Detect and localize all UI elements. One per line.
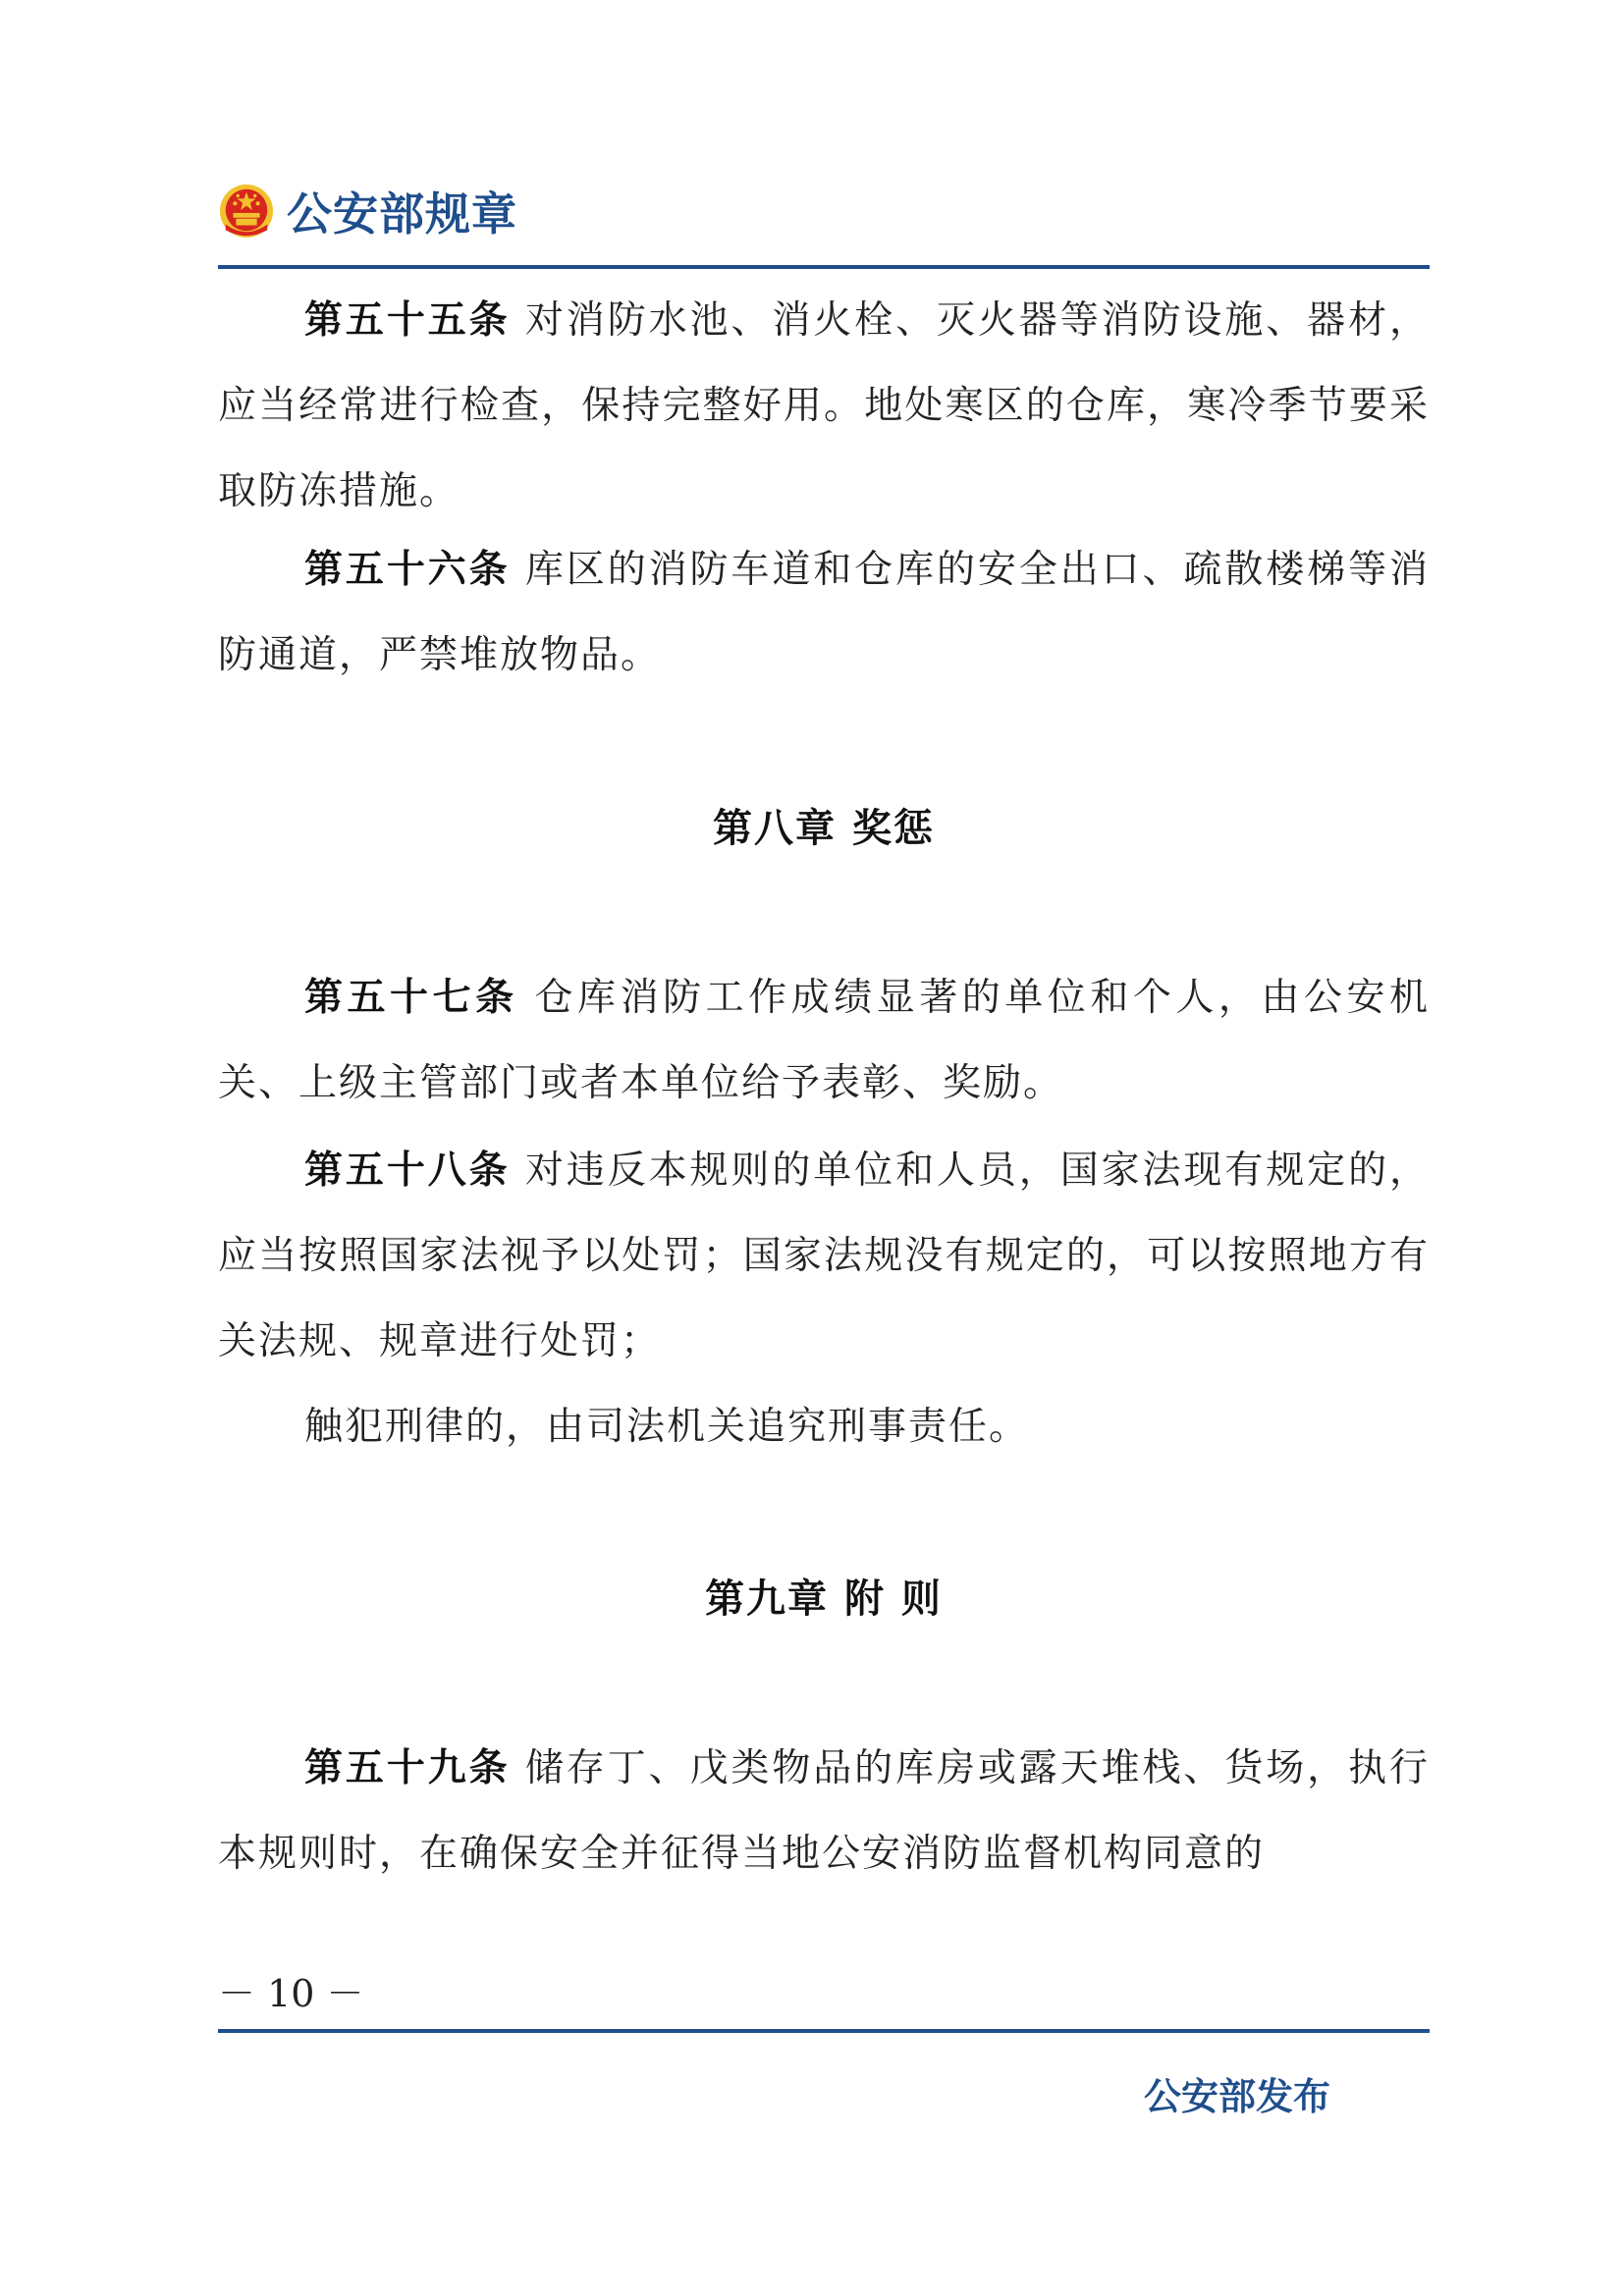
header-divider (218, 265, 1430, 269)
article-label: 第五十七条 (304, 976, 518, 1020)
chapter-8-heading: 第八章 奖惩 (713, 806, 935, 851)
chapter-9-heading: 第九章 附 则 (705, 1576, 943, 1622)
footer-divider (218, 2029, 1430, 2033)
article-57 (218, 955, 1430, 1126)
article-label: 第五十五条 (304, 298, 511, 343)
article-label: 第五十九条 (304, 1746, 511, 1790)
article-55 (218, 278, 1430, 534)
article-label: 第五十八条 (304, 1148, 511, 1193)
article-text: 库区的消防车道和仓库的安全出口、疏散楼梯等消防通道，严禁堆放物品。 (218, 548, 1430, 677)
article-text: 储存丁、戊类物品的库房或露天堆栈、货场，执行本规则时，在确保安全并征得当地公安消防监督机构同意的 (218, 1746, 1430, 1876)
header-title: 公安部规章 (287, 187, 517, 240)
national-emblem-icon (218, 183, 275, 240)
article-56 (218, 527, 1430, 698)
article-text: 对消防水池、消火栓、灭火器等消防设施、器材，应当经常进行检查，保持完整好用。地处寒区的仓库，寒冷季节要采取防冻措施。 (218, 298, 1430, 513)
publisher-label: 公安部发布 (1144, 2075, 1331, 2118)
article-label: 第五十六条 (304, 548, 511, 592)
article-text: 仓库消防工作成绩显著的单位和个人，由公安机关、上级主管部门或者本单位给予表彰、奖励。 (218, 976, 1430, 1105)
article-text: 对违反本规则的单位和人员，国家法现有规定的，应当按照国家法视予以处罚；国家法规没有规定的，可以按照地方有关法规、规章进行处罚； (218, 1148, 1430, 1363)
article-58-continuation: 触犯刑律的，由司法机关追究刑事责任。 (304, 1405, 1030, 1449)
article-59 (218, 1726, 1430, 1896)
page-header (218, 177, 517, 245)
page-number: － 10 － (218, 1972, 364, 2015)
article-58 (218, 1128, 1430, 1384)
